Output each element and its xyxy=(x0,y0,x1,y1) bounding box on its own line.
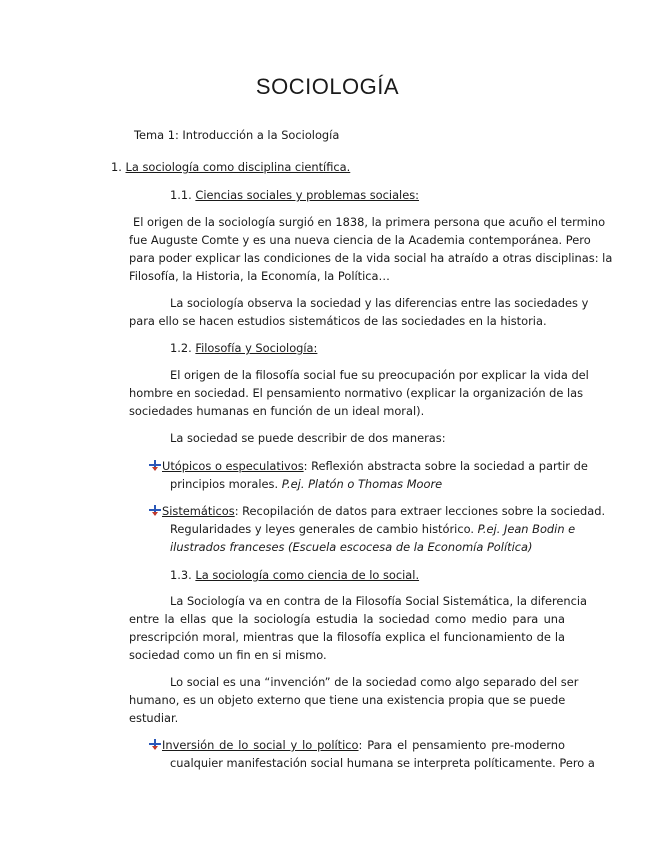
paragraph-line: La sociedad se puede describir de dos maneras: xyxy=(170,431,446,445)
paragraph-line: para ello se hacen estudios sistemáticos de las sociedades en la historia. xyxy=(129,314,547,328)
subsection-1-1-heading xyxy=(170,186,419,204)
bullet-example: ilustrados franceses (Escuela escocesa de la Economía Política) xyxy=(170,540,533,554)
paragraph-line: fue Auguste Comte y es una nueva ciencia de la Academia contemporánea. Pero xyxy=(129,233,591,247)
paragraph-line: El origen de la sociología surgió en 1838, la primera persona que acuño el termino xyxy=(133,215,606,229)
subsection-1-3-title: La sociología como ciencia de lo social. xyxy=(195,568,420,582)
bullet-example: P.ej. Platón o Thomas Moore xyxy=(281,477,443,491)
bullet-inversion xyxy=(162,736,565,754)
arrow-bullet-icon xyxy=(148,460,161,472)
paragraph-line: La sociología observa la sociedad y las diferencias entre las sociedades y xyxy=(170,296,589,310)
paragraph-line: sociedades humanas en función de un ideal moral). xyxy=(129,404,425,418)
paragraph-line: Filosofía, la Historia, la Economía, la Política… xyxy=(129,269,390,283)
paragraph-line: estudiar. xyxy=(129,711,179,725)
bullet-sistematicos-line-2 xyxy=(170,520,576,538)
bullet-sistematicos xyxy=(162,502,606,520)
bullet-text: : Recopilación de datos para extraer lecciones sobre la sociedad. xyxy=(234,504,606,518)
bullet-text: principios morales. xyxy=(170,477,279,491)
subsection-1-2-heading xyxy=(170,339,317,357)
bullet-inversion-line-2: cualquier manifestación social humana se interpreta políticamente. Pero a xyxy=(170,756,595,770)
paragraph-line: para poder explicar las condiciones de la vida social ha atraído a otras disciplinas: la xyxy=(129,251,613,265)
bullet-utopicos-line-2 xyxy=(170,475,442,493)
bullet-sistematicos-line-3 xyxy=(170,538,532,556)
subsection-1-3-number: 1.3. xyxy=(170,568,192,582)
bullet-example: P.ej. Jean Bodin e xyxy=(477,522,576,536)
section-1-heading xyxy=(111,158,350,176)
bullet-term: Utópicos o especulativos xyxy=(162,459,304,473)
section-1-title: La sociología como disciplina científica. xyxy=(125,160,351,174)
subsection-1-1-title: Ciencias sociales y problemas sociales: xyxy=(195,188,420,202)
paragraph-line: entre la ellas que la sociología estudia la sociedad como medio para una xyxy=(129,612,565,626)
arrow-bullet-icon xyxy=(148,739,161,751)
paragraph-line: hombre en sociedad. El pensamiento normativo (explicar la organización de las xyxy=(129,386,584,400)
bullet-text: : Reflexión abstracta sobre la sociedad a partir de xyxy=(303,459,588,473)
paragraph-line: prescripción moral, mientras que la filosofía explica el funcionamiento de la xyxy=(129,630,565,644)
section-1-number: 1. xyxy=(111,160,122,174)
paragraph-line: La Sociología va en contra de la Filosofía Social Sistemática, la diferencia xyxy=(170,594,588,608)
bullet-term: Sistemáticos xyxy=(162,504,235,518)
subsection-1-1-number: 1.1. xyxy=(170,188,192,202)
bullet-term: Inversión de lo social y lo político xyxy=(162,738,359,752)
paragraph-line: humano, es un objeto externo que tiene una existencia propia que se puede xyxy=(129,693,566,707)
subsection-1-3-heading xyxy=(170,566,419,584)
bullet-text: : Para el pensamiento pre-moderno xyxy=(358,738,565,752)
bullet-utopicos xyxy=(162,457,588,475)
arrow-bullet-icon xyxy=(148,505,161,517)
subsection-1-2-title: Filosofía y Sociología: xyxy=(195,341,318,355)
subsection-1-2-number: 1.2. xyxy=(170,341,192,355)
paragraph-line: sociedad como un fin en si mismo. xyxy=(129,648,327,662)
topic-heading: Tema 1: Introducción a la Sociología xyxy=(134,128,340,142)
bullet-text: Regularidades y leyes generales de cambio histórico. xyxy=(170,522,474,536)
paragraph-line: Lo social es una “invención” de la sociedad como algo separado del ser xyxy=(170,675,579,689)
paragraph-line: El origen de la filosofía social fue su preocupación por explicar la vida del xyxy=(170,368,589,382)
page-title: SOCIOLOGÍA xyxy=(255,74,400,99)
